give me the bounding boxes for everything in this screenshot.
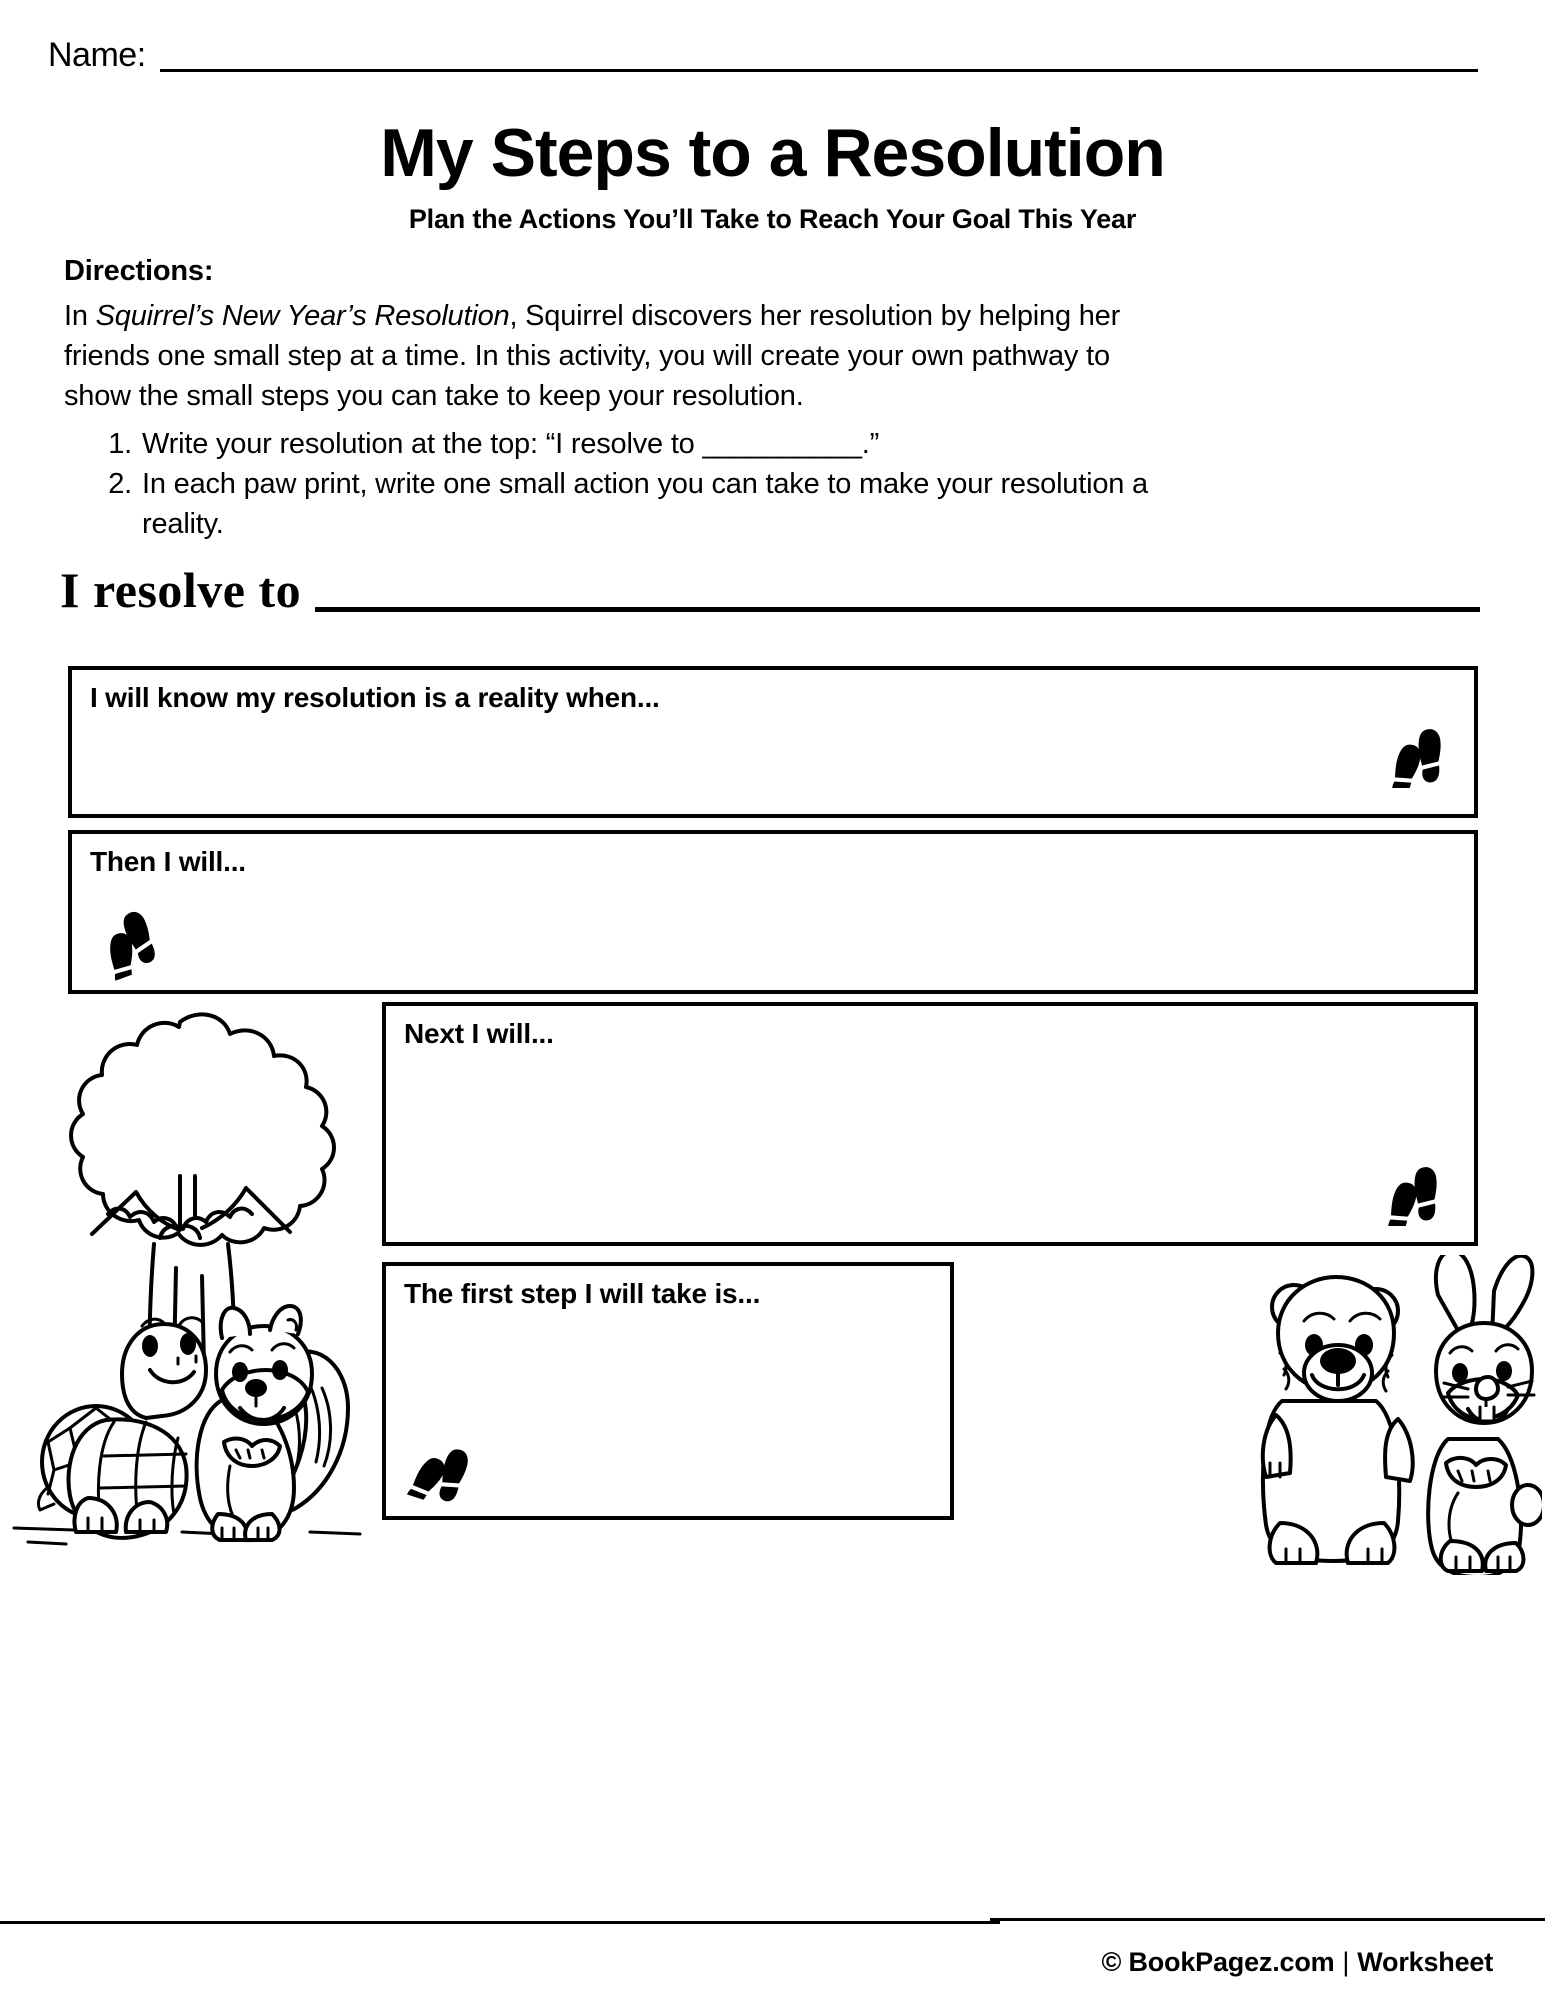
footer-copyright: © BookPagez.com [1101,1947,1335,1977]
page-subtitle: Plan the Actions You’ll Take to Reach Your Goal This Year [408,204,1137,234]
footprint-icon [399,1427,485,1513]
resolution-label: I resolve to [60,562,302,618]
footprint-icon [1384,720,1452,788]
squirrel-icon [197,1306,348,1540]
step-text: In each paw print, write one small action you can take to make your resolution a reality. [142,468,1148,541]
name-write-line[interactable] [160,69,1478,72]
footer-credit [1101,1947,1493,1978]
rabbit-icon [1428,1255,1542,1575]
step-box-label: Next I will... [404,1018,554,1049]
book-title: Squirrel’s New Year’s Resolution [95,300,510,332]
directions-heading: Directions: [64,255,214,287]
step-box-label: The first step I will take is... [404,1278,761,1309]
footprint-icon [1380,1158,1448,1226]
bear-and-rabbit-illustration [1232,1255,1542,1575]
resolution-write-line[interactable] [315,607,1480,612]
footer-divider-right [990,1918,1545,1921]
footer-divider-left [0,1921,1000,1924]
name-label: Name: [48,36,146,74]
directions-step-list [92,424,1182,544]
directions-intro-lead: In [64,300,96,332]
directions-paragraph [64,296,1174,416]
step-box-label: I will know my resolution is a reality when... [90,682,660,713]
step-box-first-step[interactable] [382,1262,954,1520]
name-field-row [48,38,1478,76]
turtle-and-squirrel-illustration [10,1270,370,1570]
step-number: 2. [108,468,132,501]
footprint-icon [84,896,171,983]
step-box-label: Then I will... [90,846,246,877]
footer-type: Worksheet [1357,1947,1493,1977]
step-number: 1. [108,428,132,460]
resolution-statement-row [60,562,1480,618]
bear-icon [1263,1277,1413,1563]
list-item [92,464,1182,544]
page-title: My Steps to a Resolution [380,115,1165,191]
footer-separator: | [1342,1947,1350,1977]
step-box-next-i-will[interactable] [382,1002,1478,1246]
step-text: Write your resolution at the top: “I resolve to __________.” [142,428,880,460]
list-item [92,424,1182,464]
turtle-icon [38,1318,206,1538]
directions-intro-rest: , Squirrel discovers her resolution by helping her friends one small step at a time. In this activity, you will create your own pathway to show the small steps you can take to keep your resolution. [64,300,1121,413]
step-box-then-i-will[interactable] [68,830,1478,994]
step-box-reality-when[interactable] [68,666,1478,818]
